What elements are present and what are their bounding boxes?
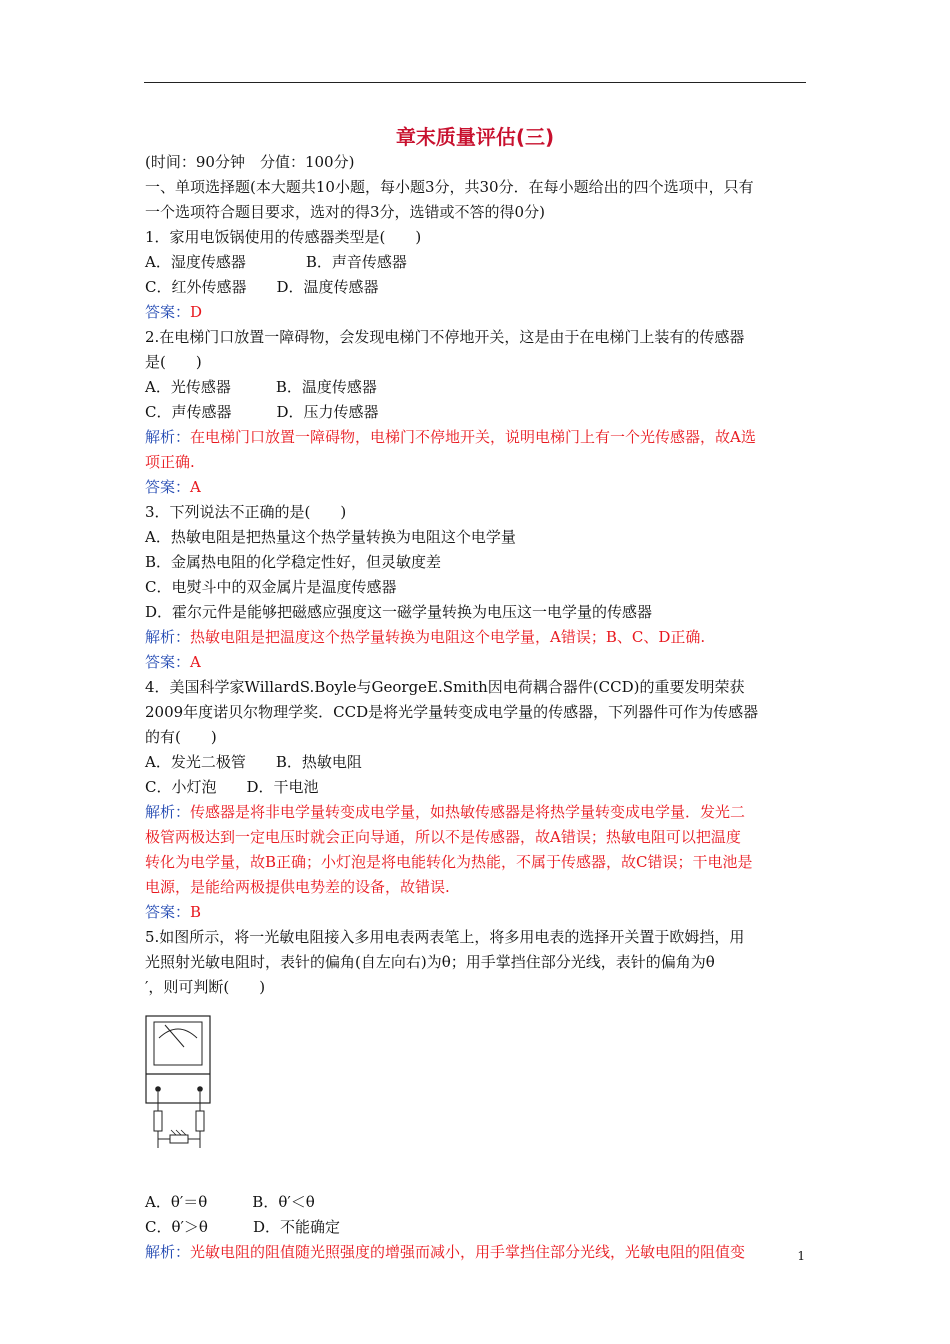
question-4-analysis: 转化为电学量，故B正确；小灯泡是将电能转化为热能，不属于传感器，故C错误；干电池是 [145, 853, 753, 871]
question-4-analysis [145, 800, 809, 825]
question-5-option: C．θ′＞θ D．不能确定 [145, 1218, 340, 1236]
question-3-analysis [145, 625, 809, 650]
question-5-analysis [145, 1240, 809, 1265]
question-2-answer [145, 475, 809, 500]
question-3-stem: 3．下列说法不正确的是( ) [145, 503, 347, 521]
photoresistor [170, 1135, 188, 1143]
question-1-option: A．湿度传感器 B．声音传感器 [145, 253, 407, 271]
question-4-stem: 2009年度诺贝尔物理学奖．CCD是将光学量转变成电学量的传感器，下列器件可作为传感器 [145, 703, 759, 721]
question-4-analysis: 极管两极达到一定电压时就会正向导通，所以不是传感器，故A错误；热敏电阻可以把温度 [145, 828, 741, 846]
analysis-label: 解析： [145, 803, 191, 821]
multimeter-circuit-figure [145, 1000, 809, 1190]
question-1-stem: 1．家用电饭锅使用的传感器类型是( ) [145, 228, 422, 246]
section-instructions-line: 一、单项选择题(本大题共10小题，每小题3分，共30分．在每小题给出的四个选项中，只有 [145, 178, 754, 196]
answer-label: 答案： [145, 478, 191, 496]
question-3-option: B．金属热电阻的化学稳定性好，但灵敏度差 [145, 553, 442, 571]
answer-value: B [190, 903, 202, 921]
question-4-option: C．小灯泡 D．干电池 [145, 778, 319, 796]
question-4-stem: 的有( ) [145, 728, 217, 746]
question-2-stem: 是( ) [145, 353, 202, 371]
question-3-option: C．电熨斗中的双金属片是温度传感器 [145, 578, 397, 596]
analysis-text: 传感器是将非电学量转变成电学量，如热敏传感器是将热学量转变成电学量．发光二 [190, 803, 746, 821]
answer-label: 答案： [145, 903, 191, 921]
probe-terminal [197, 1086, 203, 1092]
probe-terminal [155, 1086, 161, 1092]
answer-label: 答案： [145, 303, 191, 321]
question-3-option: A．热敏电阻是把热量这个热学量转换为电阻这个电学量 [145, 528, 516, 546]
question-2-option: C．声传感器 D．压力传感器 [145, 403, 379, 421]
question-3-option: D．霍尔元件是能够把磁感应强度这一磁学量转换为电压这一电学量的传感器 [145, 603, 653, 621]
analysis-text: 热敏电阻是把温度这个热学量转换为电阻这个电学量，A错误；B、C、D正确. [190, 628, 706, 646]
question-5-stem: 光照射光敏电阻时，表针的偏角(自左向右)为θ；用手掌挡住部分光线，表针的偏角为θ [145, 953, 715, 971]
analysis-label: 解析： [145, 628, 191, 646]
question-1-option: C．红外传感器 D．温度传感器 [145, 278, 379, 296]
page-title: 章末质量评估(三) [395, 125, 555, 149]
answer-value: D [190, 303, 203, 321]
exam-meta: (时间：90分钟 分值：100分) [145, 153, 355, 171]
page-number: 1 [797, 1249, 805, 1263]
probe-handle [154, 1111, 162, 1131]
analysis-label: 解析： [145, 428, 191, 446]
question-4-answer [145, 900, 809, 925]
question-2-analysis: 项正确. [145, 453, 195, 471]
question-5-stem: 5.如图所示，将一光敏电阻接入多用电表两表笔上，将多用电表的选择开关置于欧姆挡，用 [145, 928, 745, 946]
answer-value: A [190, 478, 201, 496]
question-4-analysis: 电源，是能给两极提供电势差的设备，故错误. [145, 878, 450, 896]
answer-label: 答案： [145, 653, 191, 671]
question-3-answer [145, 650, 809, 675]
question-1-answer [145, 300, 809, 325]
section-instructions-line: 一个选项符合题目要求，选对的得3分，选错或不答的得0分) [145, 203, 545, 221]
question-2-analysis [145, 425, 809, 450]
question-2-option: A．光传感器 B．温度传感器 [145, 378, 377, 396]
question-5-option: A．θ′＝θ B．θ′＜θ [145, 1193, 315, 1211]
header-rule [144, 82, 806, 83]
analysis-text: 在电梯门口放置一障碍物，电梯门不停地开关，说明电梯门上有一个光传感器，故A选 [190, 428, 756, 446]
answer-value: A [190, 653, 201, 671]
analysis-text: 光敏电阻的阻值随光照强度的增强而减小，用手掌挡住部分光线，光敏电阻的阻值变 [190, 1243, 746, 1261]
question-5-stem: ′，则可判断( ) [145, 978, 266, 996]
multimeter-diagram [145, 1005, 255, 1185]
question-4-stem: 4．美国科学家WillardS.Boyle与GeorgeE.Smith因电荷耦合器件(CCD)的重要发明荣获 [145, 678, 745, 696]
analysis-label: 解析： [145, 1243, 191, 1261]
probe-handle [196, 1111, 204, 1131]
document-body [145, 150, 809, 1265]
question-4-option: A．发光二极管 B．热敏电阻 [145, 753, 362, 771]
question-2-stem: 2.在电梯门口放置一障碍物，会发现电梯门不停地开关，这是由于在电梯门上装有的传感器 [145, 328, 745, 346]
